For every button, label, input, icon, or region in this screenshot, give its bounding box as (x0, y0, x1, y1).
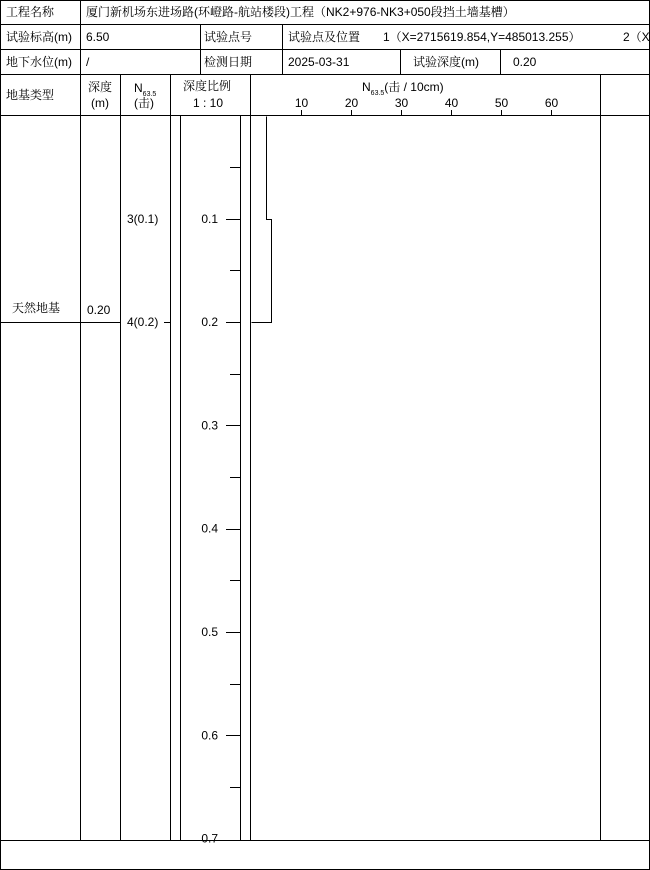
point-pos-label: 试验点及位置 (288, 30, 361, 44)
depth-tick-label: 0.4 (201, 521, 218, 536)
n-header: $N_{63.5}$ (134, 81, 157, 98)
penetration-curve (252, 117, 272, 323)
depth-tick-label: 0.5 (201, 625, 218, 639)
x-axis-tick-label: 50 (494, 96, 509, 110)
test-depth-label: 试验深度(m) (413, 55, 479, 69)
x-axis-tick-label: 30 (394, 96, 409, 110)
elevation-label: 试验标高(m) (6, 30, 72, 44)
chart-title: $N_{63.5}$(击 / 10cm) (362, 80, 444, 97)
elevation-value: 6.50 (86, 30, 110, 44)
x-axis-tick-label: 20 (344, 96, 359, 110)
depth-tick-label: 0.6 (201, 728, 218, 743)
reading-label: 3(0.1) (127, 212, 159, 226)
depth-header: 深度 (88, 80, 113, 94)
depth-tick-label: 0.3 (201, 418, 218, 433)
x-axis-tick-label: 40 (444, 96, 459, 110)
point1-value: 1（X=2715619.854,Y=485013.255） (383, 30, 581, 44)
scale-value: 1 : 10 (193, 96, 224, 110)
reading-label: 4(0.2) (127, 315, 159, 329)
layer-bottom-depth: 0.20 (87, 303, 111, 317)
test-depth-value: 0.20 (513, 55, 537, 69)
depth-tick-label: 0.1 (201, 211, 218, 226)
scale-header: 深度比例 (183, 79, 232, 93)
depth-tick-label: 0.7 (201, 831, 218, 846)
project-label: 工程名称 (6, 5, 55, 19)
n-unit-header: (击) (134, 96, 154, 110)
point2-value: 2（X (623, 30, 650, 44)
project-value: 厦门新机场东进场路(环嶝路-航站楼段)工程（NK2+976-NK3+050段挡土墙基槽） (86, 5, 515, 19)
point-no-label: 试验点号 (204, 30, 253, 44)
date-label: 检测日期 (204, 55, 253, 69)
date-value: 2025-03-31 (288, 55, 350, 69)
depth-tick-label: 0.2 (201, 315, 218, 330)
x-axis-tick-label: 60 (544, 96, 559, 110)
depth-unit-header: (m) (91, 96, 109, 110)
water-level-label: 地下水位(m) (6, 55, 72, 69)
x-axis-tick-label: 10 (294, 96, 309, 110)
layer-type: 天然地基 (12, 301, 61, 315)
foundation-type-header: 地基类型 (6, 88, 55, 102)
water-level-value: / (86, 55, 90, 69)
